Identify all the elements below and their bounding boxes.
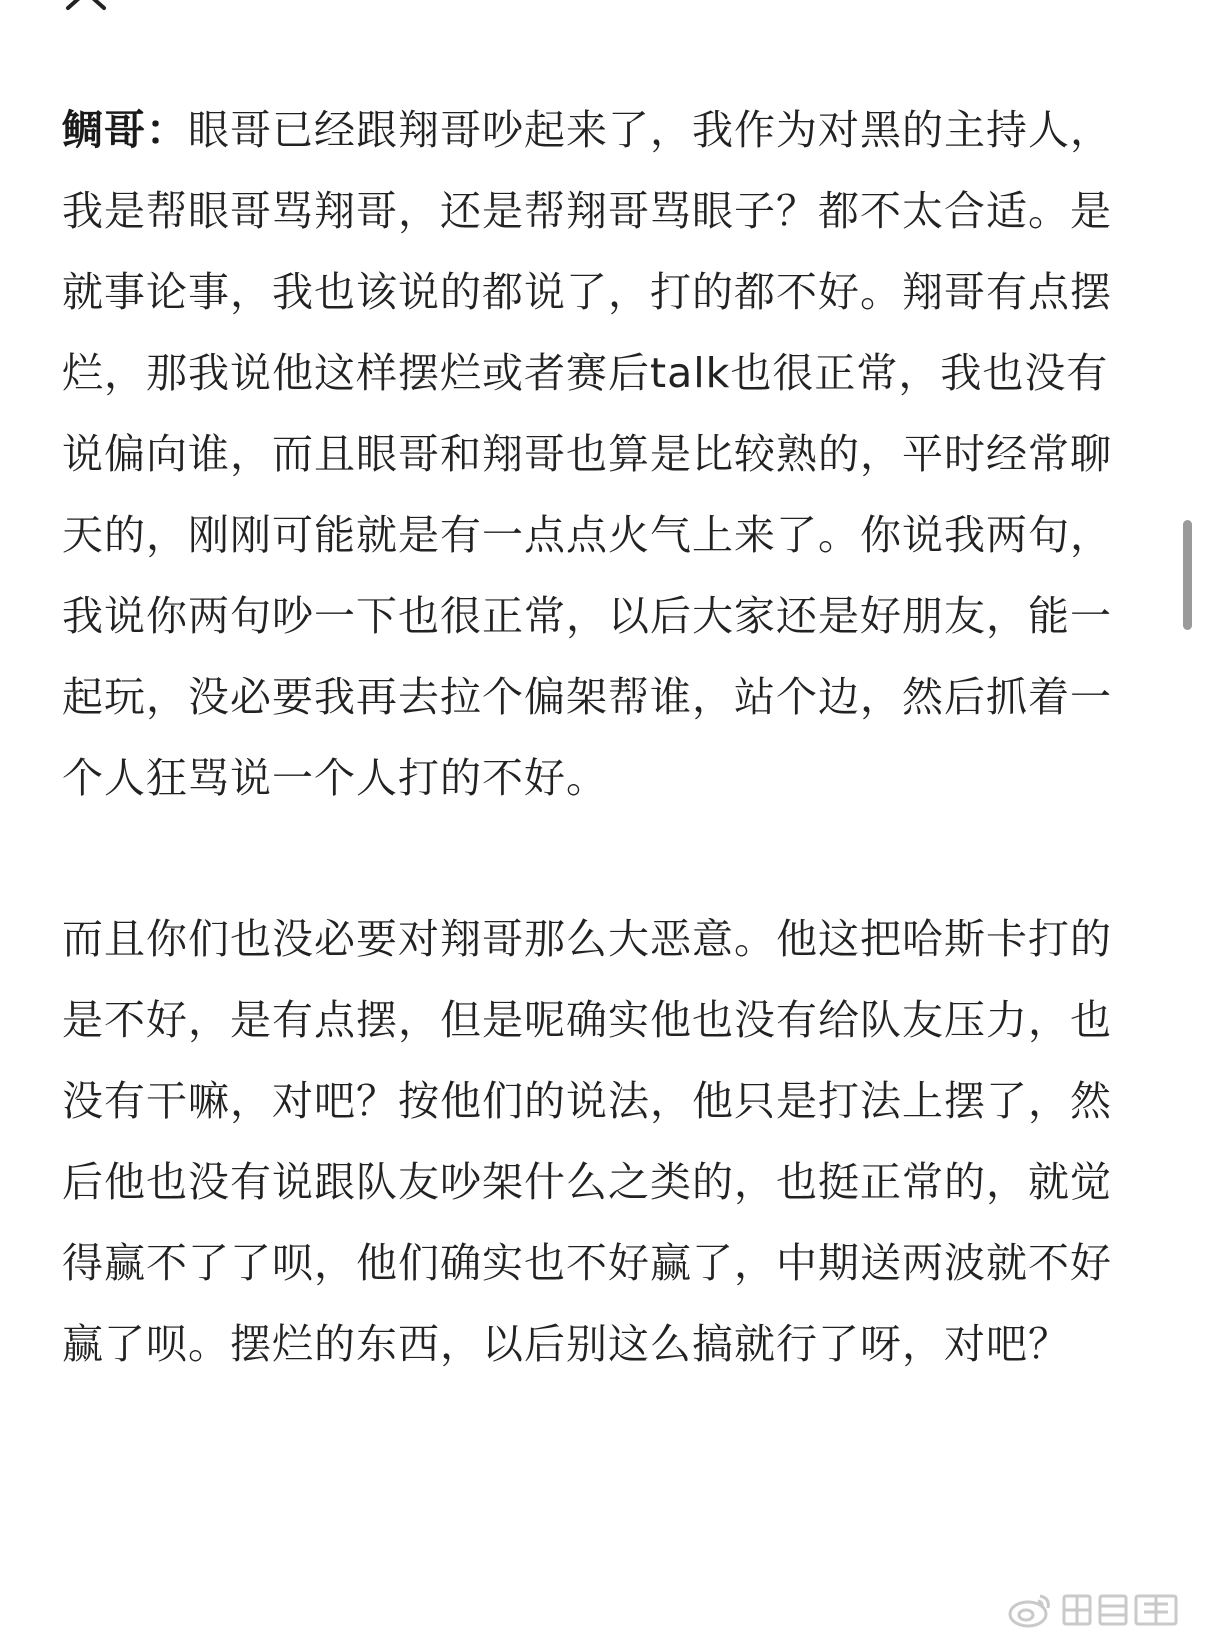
paragraph-text: 而且你们也没必要对翔哥那么大恶意。他这把哈斯卡打的是不好，是有点摆，但是呢确实他也没有给队友压力，也没有干嘛，对吧？按他们的说法，他只是打法上摆了，然后他也没有说跟队友吵架什么之类的，也挺正常的，就觉得赢不了了呗，他们确实也不好赢了，中期送两波就不好赢了呗。摆烂的东西，以后别这么搞就行了呀，对吧？ xyxy=(62,915,1112,1368)
scrollbar-thumb[interactable] xyxy=(1183,520,1192,630)
article-body xyxy=(62,90,1142,1385)
weibo-logo-icon xyxy=(1004,1590,1186,1630)
paragraph-text: 眼哥已经跟翔哥吵起来了，我作为对黑的主持人，我是帮眼哥骂翔哥，还是帮翔哥骂眼子？都不太合适。是就事论事，我也该说的都说了，打的都不好。翔哥有点摆烂，那我说他这样摆烂或者赛后talk也很正常，我也没有说偏向谁，而且眼哥和翔哥也算是比较熟的，平时经常聊天的，刚刚可能就是有一点点火气上来了。你说我两句，我说你两句吵一下也很正常，以后大家还是好朋友，能一起玩，没必要我再去拉个偏架帮谁，站个边，然后抓着一个人狂骂说一个人打的不好。 xyxy=(62,106,1112,802)
close-icon[interactable] xyxy=(62,0,110,12)
paragraph xyxy=(62,899,1142,1385)
paragraph xyxy=(62,90,1142,819)
speaker-label: 鲷哥： xyxy=(62,106,188,154)
